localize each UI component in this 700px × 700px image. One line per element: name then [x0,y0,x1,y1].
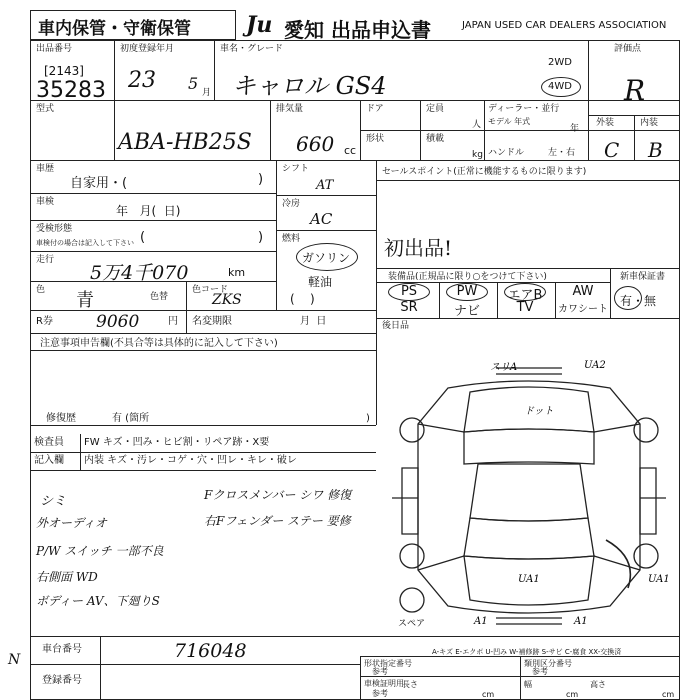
grade-label: 評価点 [614,44,642,54]
color-value: 青 [76,290,94,311]
equipment-circle [446,283,488,301]
diagram-label-1: スリA [490,362,518,373]
diagram-label-6: A1 [474,616,488,627]
mileage-label: 走行 [36,255,55,265]
person-unit: 人 [472,120,482,130]
ac-label: 冷房 [282,199,301,209]
r-ticket-value: 9060 [96,312,140,332]
history-close: ) [258,172,264,187]
warranty-circle [614,286,642,310]
interior-grade: B [648,138,663,162]
equipment-circle [504,283,546,301]
inspector-note-4: 右Fフェンダー ステー 要修 [204,514,351,528]
length-label: 長さ [402,680,418,689]
history-label: 車歴 [36,164,55,174]
color-change-label: 色替 [150,292,169,302]
height-label: 高さ [590,680,606,689]
mileage-value: 5万4千070 [90,262,189,284]
model-label: 型式 [36,104,55,114]
exterior-grade: C [604,138,620,162]
drive-4wd: 4WD [548,81,572,92]
shape-label: 形状 [366,134,385,144]
spec-number-label: 形状指定番号 [364,659,412,668]
diagram-label-2: UA2 [584,360,606,371]
length-unit: cm [482,690,495,699]
shift-value: AT [316,178,334,193]
diesel-value: 軽油 [308,275,333,289]
inspection-value: 年 月( 日) [116,204,181,218]
car-damage-diagram [378,348,680,630]
capacity-label: 積載 [426,134,445,144]
repair-label: 修復歴 [46,413,76,424]
model-code: ABA-HB25S [118,130,252,155]
inspector-note-5: P/W スイッチ 一部不良 [36,544,164,558]
equipment-item: PW [456,284,478,299]
sales-point-label: セールスポイント(正常に機能するものに限ります) [382,167,587,177]
fuel-paren: ( ) [290,292,315,306]
inspector-label-2: 記入欄 [34,455,64,466]
model-year-label: モデル 年式 [488,117,531,126]
equipment-item: ナビ [453,304,480,319]
drive-2wd: 2WD [548,57,572,68]
form-label: 受検形態 [36,224,73,234]
car-name-label: 車名・グレード [220,44,284,54]
color-code: ZKS [212,292,242,308]
equipment-item: カワシート [558,304,608,315]
ac-value: AC [310,210,333,228]
interior-label: 内装 [640,118,659,128]
equipment-item: PS [400,284,418,299]
inspector-note-7: ボディー AV、下廻りS [36,594,160,608]
registration-label: 登録番号 [42,675,82,686]
handle-value: 左・右 [548,148,576,158]
tax-label: 名変期限 [192,316,232,327]
repair-value: 有 (箇所 [112,413,150,424]
later-items-label: 後日品 [382,321,410,331]
inspection-label: 車検 [36,197,55,207]
listing-number-label: 出品番号 [36,44,73,54]
form-note: 車検付の場合は記入して下さい [36,239,134,247]
storage-label: 車内保管・守衛保管 [38,19,191,39]
color-code-label: 色コード [192,285,229,295]
cc-unit: cc [344,144,357,157]
color-label: 色 [36,285,46,295]
diagram-label-5: UA1 [648,574,670,585]
equipment-item: SR [400,300,418,315]
warranty-label: 新車保証書 [620,272,666,282]
exterior-label: 外装 [596,118,615,128]
reg-date-label: 初度登録年月 [120,44,175,54]
reg-month: 5 [188,74,199,93]
inspector-label-1: 検査員 [34,437,64,448]
inspector-note-6: 右側面 WD [36,570,98,584]
sales-point-text: 初出品! [384,236,453,260]
chassis-label: 車台番号 [42,644,82,655]
dealer-label: ディーラー・並行 [488,104,560,114]
inspector-note-2: Fクロスメンバー シワ 修復 [204,488,352,502]
spec-ref: 参考 [372,667,388,676]
listing-number: 35283 [36,78,106,103]
displacement-value: 660 [296,132,335,156]
form-close: ) [258,230,264,245]
equipment-item: TV [516,300,534,315]
width-unit: cm [566,690,579,699]
diagram-label-3: ドット [524,406,554,417]
grade-value: R [624,74,646,107]
displacement-label: 排気量 [276,104,304,114]
year-unit: 年 [570,124,580,134]
diagram-legend: A-キズ E-エクボ U-凹み W-補修跡 S-サビ C-腐食 XX-交換済 [432,648,622,656]
history-value: 自家用・( [70,176,128,191]
car-name: キャロル GS4 [232,72,387,100]
shift-label: シフト [282,164,310,174]
side-mark: N [8,652,21,668]
ju-logo: Ju [246,12,273,38]
inspector-note-3: 外オーディオ [36,516,108,530]
width-label: 幅 [524,680,532,689]
listing-sub-number: [2143] [44,64,84,78]
inspector-line-2: 内装 キズ・汚レ・コゲ・穴・凹レ・キレ・破レ [84,455,297,466]
spare-label: スペア [398,619,426,629]
inspector-line-1: FW キズ・凹み・ヒビ割・リペア跡・X要 [84,437,270,448]
association-name: JAPAN USED CAR DEALERS ASSOCIATION [462,20,667,31]
equipment-item: エアB [507,288,543,303]
chassis-number: 716048 [174,640,247,662]
diagram-label-7: A1 [574,616,588,627]
cert-ref: 参考 [372,689,388,698]
equipment-item: AW [572,284,594,299]
form-title: 愛知 出品申込書 [284,18,431,42]
equipment-circle [388,283,430,301]
yen-unit: 円 [168,316,178,327]
form-value: ( [140,230,146,245]
km-unit: km [228,266,246,279]
door-label: ドア [366,104,384,114]
reg-year: 23 [128,68,156,93]
month-unit: 月 [202,88,212,98]
cert-label: 車検証明用 [364,679,404,688]
repair-close: ) [366,413,370,424]
tax-value: 月 日 [300,316,327,327]
class-number-label: 類別区分番号 [524,659,572,668]
notes-label: 注意事項申告欄(不具合等は具体的に記入して下さい) [40,338,278,349]
kg-unit: kg [472,150,483,160]
r-ticket-label: R券 [36,316,53,327]
equipment-label: 装備品(正規品に限り○をつけて下さい) [388,272,547,282]
fuel-value: ガソリン [302,251,351,265]
seats-label: 定員 [426,104,445,114]
height-unit: cm [662,690,675,699]
inspector-note-1: シミ [40,494,67,509]
handle-label: ハンドル [488,148,525,158]
warranty-value: 有・無 [620,294,657,308]
class-ref: 参考 [532,667,548,676]
diagram-label-4: UA1 [518,574,540,585]
fuel-label: 燃料 [282,234,301,244]
